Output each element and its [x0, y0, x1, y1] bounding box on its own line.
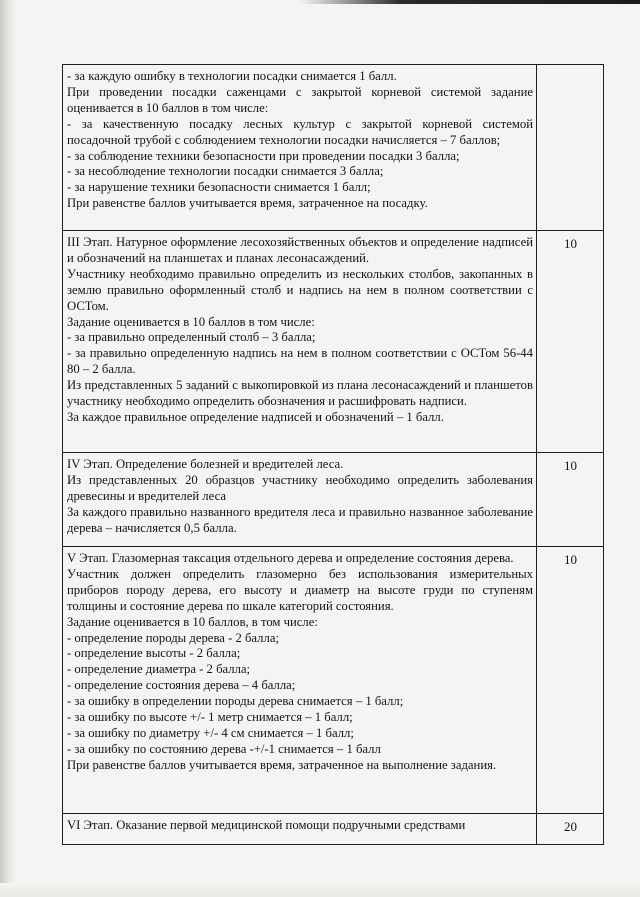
stage-description-cell: [63, 814, 537, 845]
text-line: Задание оценивается в 10 баллов в том числе:: [67, 314, 315, 329]
text-line: - определение состояния дерева – 4 балла;: [67, 678, 296, 693]
text-line: IV Этап. Определение болезней и вредителей леса.: [67, 457, 344, 471]
text-line: Из представленных 5 заданий с выкопировкой из плана лесонасаждений и планшетов участнику необходимо определить обозначения и расшифровать надписи.: [67, 378, 533, 409]
table-row: [63, 547, 604, 814]
text-line: - за каждую ошибку в технологии посадки снимается 1 балл.: [67, 69, 397, 83]
text-line: - за качественную посадку лесных культур с закрытой корневой системой посадочной трубой с соблюдением технологии посадки начисляется – 7 баллов;: [67, 116, 533, 147]
text-line: - за ошибку по высоте +/- 1 метр снимается – 1 балл;: [67, 710, 353, 725]
points-cell: 10: [537, 453, 604, 547]
text-line: При равенстве баллов учитывается время, затраченное на посадку.: [67, 196, 428, 211]
text-line: Участнику необходимо правильно определить из нескольких столбов, закопанных в землю правильно оформленный столб и надпись на нем в полном соответствии с ОСТом.: [67, 266, 533, 313]
stage-description-cell: [63, 65, 537, 231]
text-line: - за соблюдение техники безопасности при проведении посадки 3 балла;: [67, 148, 460, 163]
points-cell: 10: [537, 547, 604, 814]
points-cell: [537, 65, 604, 231]
stage-description-cell: [63, 453, 537, 547]
text-line: - за ошибку по состоянию дерева -+/-1 снимается – 1 балл: [67, 741, 381, 756]
text-line: - за нарушение техники безопасности снимается 1 балл;: [67, 180, 371, 195]
text-line: Из представленных 20 образцов участнику необходимо определить заболевания древесины и вредителей леса: [67, 472, 533, 503]
text-line: - за несоблюдение технологии посадки снимается 3 балла;: [67, 164, 384, 179]
text-line: - определение породы дерева - 2 балла;: [67, 630, 279, 645]
scan-edge: [0, 0, 16, 897]
text-line: При равенстве баллов учитывается время, затраченное на выполнение задания.: [67, 757, 497, 772]
text-line: При проведении посадки саженцами с закрытой корневой системой задание оценивается в 10 баллов в том числе:: [67, 84, 533, 115]
text-line: За каждое правильное определение надписей и обозначений – 1 балл.: [67, 409, 444, 424]
text-line: - за ошибку в определении породы дерева снимается – 1 балл;: [67, 694, 404, 709]
text-line: - за правильно определенный столб – 3 балла;: [67, 330, 316, 345]
text-line: VI Этап. Оказание первой медицинской помощи подручными средствами: [67, 818, 466, 832]
scoring-table: [62, 64, 604, 845]
stage-description-cell: [63, 231, 537, 453]
text-line: Задание оценивается в 10 баллов, в том числе:: [67, 614, 318, 629]
text-line: V Этап. Глазомерная таксация отдельного дерева и определение состояния дерева.: [67, 551, 514, 565]
table-row: [63, 453, 604, 547]
table-row: [63, 231, 604, 453]
scan-bottom-edge: [0, 883, 640, 897]
text-line: За каждого правильно названного вредителя леса и правильно названное заболевание дерева – начисляется 0,5 балла.: [67, 504, 533, 535]
points-cell: 10: [537, 231, 604, 453]
scan-top-line: [300, 0, 640, 4]
table-row: [63, 65, 604, 231]
text-line: III Этап. Натурное оформление лесохозяйственных объектов и определение надписей и обозначений на планшетах и планах лесонасаждений.: [67, 235, 533, 265]
text-line: - определение диаметра - 2 балла;: [67, 662, 251, 677]
text-line: - за ошибку по диаметру +/- 4 см снимается – 1 балл;: [67, 725, 354, 740]
text-line: - за правильно определенную надпись на нем в полном соответствии с ОСТом 56-44 80 – 2 балла.: [67, 346, 533, 377]
text-line: Участник должен определить глазомерно без использования измерительных приборов породу дерева, его высоту и диаметр на высоте груди по ступеням толщины и состояние дерева по шкале категорий состояния.: [67, 566, 533, 613]
stage-description-cell: [63, 547, 537, 814]
points-cell: 20: [537, 814, 604, 845]
table-row: [63, 814, 604, 845]
text-line: - определение высоты - 2 балла;: [67, 646, 241, 661]
